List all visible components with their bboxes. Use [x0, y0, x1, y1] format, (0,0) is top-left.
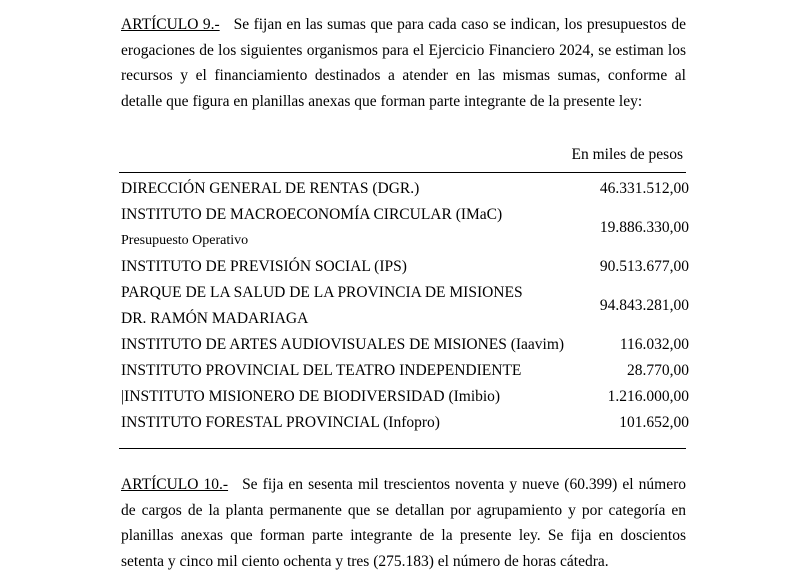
organism-name: INSTITUTO DE ARTES AUDIOVISUALES DE MISIONES (Iaavim)	[121, 336, 565, 353]
budget-table	[121, 176, 689, 436]
organism-name-cell	[121, 202, 502, 254]
table-row	[121, 332, 689, 358]
table-top-rule	[119, 172, 686, 173]
amount-cell: 1.216.000,00	[607, 388, 689, 405]
table-row	[121, 384, 689, 410]
article-10-paragraph	[121, 472, 686, 574]
organism-name: INSTITUTO FORESTAL PROVINCIAL (Infopro)	[121, 414, 440, 431]
amount-cell: 116.032,00	[619, 336, 689, 353]
amount-cell: 28.770,00	[627, 362, 689, 379]
organism-name-cell	[121, 384, 500, 410]
article-10-text: Se fija en sesenta mil trescientos noventa y nueve (60.399) el número de cargos de la planta permanente que se detallan por agrupamiento y por categoría en planillas anexas que forman parte integrante de la presente ley. Se fija en doscientos setenta y cinco mil ciento ochenta y tres (275.183) el número de horas cátedra.	[121, 476, 686, 570]
organism-name: INSTITUTO DE PREVISIÓN SOCIAL (IPS)	[121, 258, 407, 275]
amount-cell: 94.843.281,00	[599, 297, 689, 314]
organism-name-cell	[121, 254, 407, 280]
article-9-heading: ARTÍCULO 9.-	[121, 16, 220, 33]
organism-name-cell	[121, 358, 521, 384]
table-row	[121, 280, 689, 332]
article-9-text: Se fijan en las sumas que para cada caso se indican, los presupuestos de erogaciones de los siguientes organismos para el Ejercicio Financiero 2024, se estiman los recursos y el financiamiento destinados a atender en las mismas sumas, conforme al detalle que figura en planillas anexas que forman parte integrante de la presente ley:	[121, 16, 686, 110]
organism-name: INSTITUTO PROVINCIAL DEL TEATRO INDEPENDIENTE	[121, 362, 522, 379]
organism-name: INSTITUTO DE MACROECONOMÍA CIRCULAR (IMaC)	[121, 206, 503, 223]
organism-name-cell	[121, 280, 523, 332]
table-row	[121, 410, 689, 436]
article-9-paragraph	[121, 12, 686, 114]
organism-name: PARQUE DE LA SALUD DE LA PROVINCIA DE MISIONES	[121, 284, 523, 301]
table-row	[121, 202, 689, 254]
organism-subtitle: Presupuesto Operativo	[121, 233, 249, 248]
organism-name: DIRECCIÓN GENERAL DE RENTAS (DGR.)	[121, 180, 420, 197]
amount-cell: 46.331.512,00	[599, 180, 689, 197]
amount-cell: 19.886.330,00	[599, 219, 689, 236]
amount-cell: 101.652,00	[619, 414, 689, 431]
organism-subtitle: DR. RAMÓN MADARIAGA	[121, 310, 309, 327]
table-row	[121, 176, 689, 202]
organism-name-cell	[121, 176, 419, 202]
table-row	[121, 254, 689, 280]
table-bottom-rule	[119, 448, 686, 449]
units-label: En miles de pesos	[571, 146, 683, 163]
organism-name-cell	[121, 410, 440, 436]
organism-name: |INSTITUTO MISIONERO DE BIODIVERSIDAD (Imibio)	[121, 388, 501, 405]
amount-cell: 90.513.677,00	[599, 258, 689, 275]
table-row	[121, 358, 689, 384]
organism-name-cell	[121, 332, 564, 358]
article-10-heading: ARTÍCULO 10.-	[121, 476, 229, 493]
